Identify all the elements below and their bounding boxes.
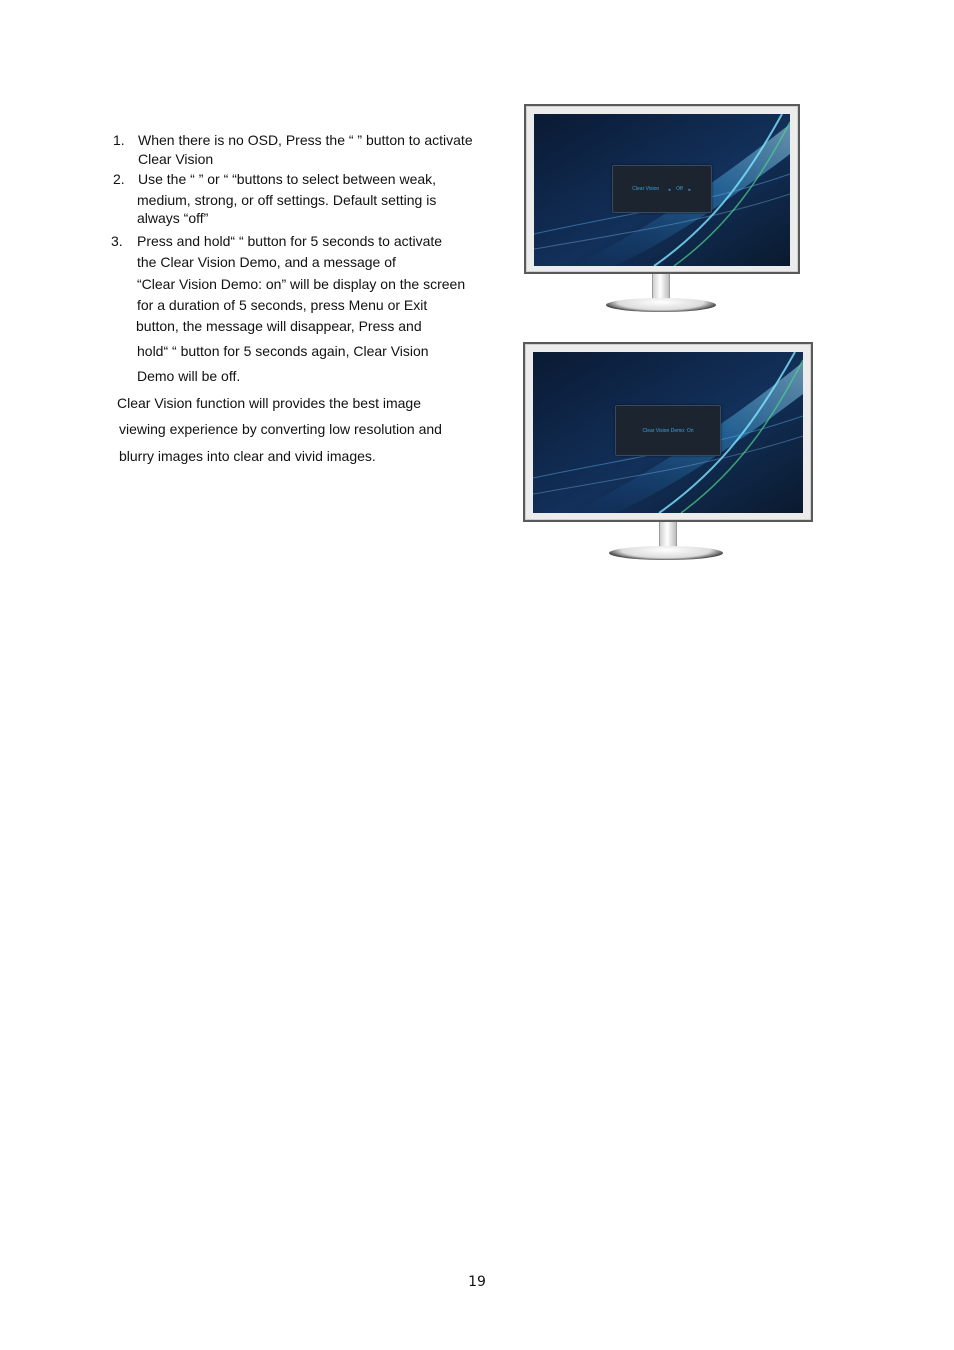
step-3-line-5: button, the message will disappear, Press and	[136, 318, 422, 334]
osd-value: Off	[676, 186, 683, 192]
osd-demo-message-text: Clear Vision Demo: On	[642, 427, 694, 434]
step-3-line-6: hold“ “ button for 5 seconds again, Clear Vision	[137, 343, 429, 359]
step-1-number: 1.	[113, 132, 125, 148]
osd-left-arrow-icon: ◄	[667, 186, 672, 192]
step-2-number: 2.	[113, 171, 125, 187]
osd-demo-message	[615, 405, 721, 456]
osd-clear-vision-menu	[612, 165, 712, 213]
step-3-line-4: for a duration of 5 seconds, press Menu or Exit	[137, 297, 428, 313]
step-3-line-7: Demo will be off.	[137, 368, 241, 384]
step-3-line-3: “Clear Vision Demo: on” will be display on the screen	[137, 276, 466, 292]
monitor-illustration-bottom	[523, 342, 813, 564]
monitor-base	[609, 546, 723, 560]
step-3-number: 3.	[111, 233, 123, 249]
osd-right-arrow-icon: ►	[687, 186, 692, 192]
step-1-line-2: Clear Vision	[138, 151, 214, 167]
osd-clear-vision-label: Clear Vision	[632, 186, 660, 192]
monitor-illustration-top	[524, 104, 800, 314]
step-2-line-2: medium, strong, or off settings. Default setting is	[137, 192, 437, 208]
step-2-line-1: Use the “ ” or “ “buttons to select between weak,	[138, 171, 437, 187]
monitor-screen	[533, 352, 803, 513]
summary-line-3: blurry images into clear and vivid images.	[119, 448, 376, 464]
summary-line-1: Clear Vision function will provides the best image	[117, 395, 422, 411]
page-number: 19	[468, 1274, 486, 1290]
summary-line-2: viewing experience by converting low resolution and	[119, 421, 442, 437]
step-3-line-2: the Clear Vision Demo, and a message of	[137, 254, 396, 270]
monitor-base	[606, 298, 716, 312]
step-1-line-1: When there is no OSD, Press the “ ” button to activate	[138, 132, 473, 148]
step-2-line-3: always “off”	[137, 210, 209, 226]
step-3-line-1: Press and hold“ “ button for 5 seconds to activate	[137, 233, 443, 249]
monitor-screen	[534, 114, 790, 266]
